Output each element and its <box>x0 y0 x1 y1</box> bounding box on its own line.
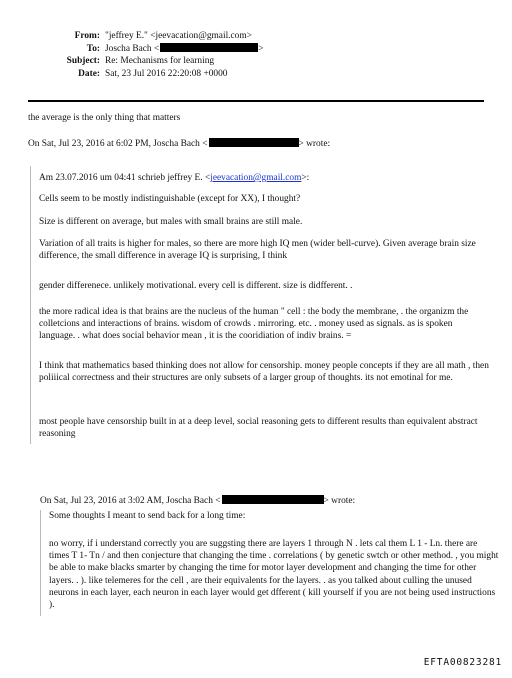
quote-attribution <box>39 172 489 184</box>
nested-intro: Some thoughts I meant to send back for a long time: <box>49 511 246 521</box>
quote-paragraph: gender differenece. unlikely motivational. every cell is different. size is didfferent. . <box>39 281 353 291</box>
quote-paragraph: Cells seem to be mostly indistinguishable (except for XX), I thought? <box>39 194 301 204</box>
to-value <box>105 43 264 56</box>
attribution-line <box>28 138 478 150</box>
from-label: From: <box>74 31 100 41</box>
to-label: To: <box>86 43 100 54</box>
quote-paragraph: the more radical idea is that brains are the nucleus of the human " cell : the body the membrane, . the organizm the colletcions and interactions of brains. wisdom of crowds . mirroring. etc. . money used as signals. as is spoken language. . what does social behavior mean , it is the cooridiation of indiv brains. = <box>39 307 469 342</box>
subject-row <box>0 55 512 68</box>
quote-paragraph: I think that mathematics based thinking does not allow for censorship. money people concepts if they are all math , then poliiical correctness and their structures are only subsets of a larger group of thoughts. its not emotinal for me. <box>39 361 489 384</box>
email-link[interactable]: jeevacation@gmail.com <box>210 173 302 183</box>
quoted-message <box>30 166 491 444</box>
nested-quoted-message <box>40 510 499 616</box>
date-value: Sat, 23 Jul 2016 22:20:08 +0000 <box>105 68 228 79</box>
subject-value: Re: Mechanisms for learning <box>105 56 215 67</box>
from-row <box>0 30 512 43</box>
reply-text: the average is the only thing that matters <box>28 113 181 123</box>
nested-attribution-prefix: On Sat, Jul 23, 2016 at 3:02 AM, Joscha Bach < <box>40 496 221 506</box>
header-divider <box>28 100 484 102</box>
quote-paragraph: most people have censorship built in at a deep level, social reasoning gets to different results than equivalent abstract reasoning <box>39 417 478 440</box>
nested-paragraph: no worry, if i understand correctly you are suggsting there are layers 1 through N . lets cal them L 1 - Ln. there are times T 1- Tn / and then conjecture that changing the time . correlations ( by genetic swtch or other method. , you might be able to make blacks smarter by changing the time for motor layer development and changing the time for other layers. . ). like telemeres for the cell , are their equivalents for the layers. . as you talked about culling the unused neurons in each layer, each neuron in each layer would get dfferent ( kill yourself if you are not being used instructions ). <box>49 539 499 611</box>
quote-paragraph: Size is different on average, but males with small brains are still male. <box>39 217 303 227</box>
quote-attribution-prefix: Am 23.07.2016 um 04:41 schrieb jeffrey E. < <box>39 173 211 183</box>
to-name: Joscha Bach < <box>105 43 160 54</box>
quote-paragraph: Variation of all traits is higher for males, so there are more high IQ men (wider bell-curve). Given average brain size difference, the small difference in average IQ is surprising, I think <box>39 239 476 262</box>
attribution-suffix: > wrote: <box>298 139 331 149</box>
document-id: EFTA00823281 <box>423 656 502 668</box>
nested-attribution-line <box>40 495 490 507</box>
from-value: "jeffrey E." <jeevacation@gmail.com> <box>105 31 252 41</box>
redaction-bar <box>160 43 258 52</box>
quote-attribution-suffix: >: <box>301 173 310 183</box>
email-header <box>0 30 512 80</box>
date-row <box>0 68 512 81</box>
date-label: Date: <box>78 68 100 79</box>
redaction-bar <box>222 495 324 504</box>
to-row <box>0 43 512 56</box>
nested-attribution-suffix: > wrote: <box>323 496 356 506</box>
redaction-bar <box>209 138 299 147</box>
to-suffix: > <box>258 43 264 54</box>
subject-label: Subject: <box>66 56 100 67</box>
attribution-prefix: On Sat, Jul 23, 2016 at 6:02 PM, Joscha Bach < <box>28 139 208 149</box>
